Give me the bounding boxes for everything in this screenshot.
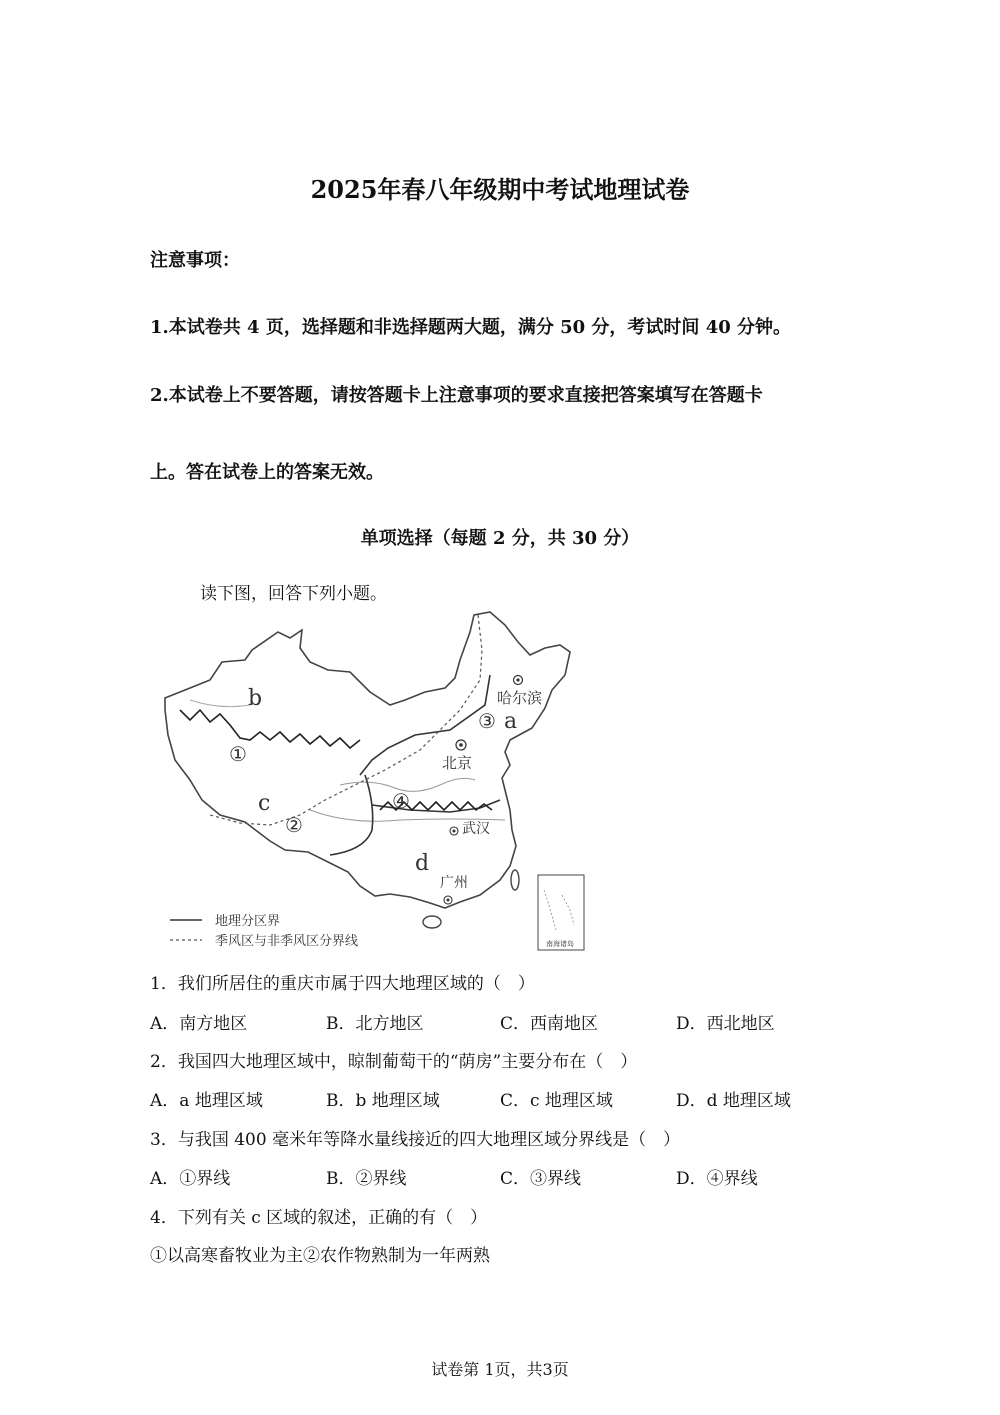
page-title: 2025年春八年级期中考试地理试卷 [310, 175, 690, 204]
question-2-stem: 2．我国四大地理区域中，晾制葡萄干的“荫房”主要分布在（ ） [150, 1052, 638, 1072]
notice-line-2a: 2.本试卷上不要答题，请按答题卡上注意事项的要求直接把答案填写在答题卡 [150, 385, 763, 406]
region-b-label: b [248, 686, 263, 711]
city-marker-guangzhou [444, 896, 452, 904]
question-3-option-b: B．②界线 [326, 1169, 407, 1189]
china-regions-map [160, 610, 590, 955]
notice-line-1: 1.本试卷共 4 页，选择题和非选择题两大题，满分 50 分，考试时间 40 分钟。 [150, 317, 792, 338]
city-beijing-label: 北京 [442, 754, 473, 772]
city-marker-harbin [514, 676, 523, 685]
question-2-option-c: C．c 地理区域 [500, 1091, 613, 1111]
question-1-option-a: A．南方地区 [150, 1014, 248, 1034]
question-3-option-d: D．④界线 [676, 1169, 758, 1189]
question-2-option-b: B．b 地理区域 [326, 1091, 440, 1111]
city-marker-beijing [456, 740, 466, 750]
region-a-label: a [504, 709, 518, 734]
region-c-label: c [258, 791, 271, 816]
inset-label: 南海诸岛 [546, 940, 574, 948]
question-2-option-a: A．a 地理区域 [150, 1091, 263, 1111]
legend-dashed-label: 季风区与非季风区分界线 [215, 934, 359, 949]
city-wuhan-label: 武汉 [462, 821, 490, 837]
question-1-stem: 1．我们所居住的重庆市属于四大地理区域的（ ） [150, 974, 535, 994]
question-1-option-b: B．北方地区 [326, 1014, 424, 1034]
monsoon-boundary-line [210, 615, 482, 825]
china-outline [165, 612, 570, 908]
question-3-option-c: C．③界线 [500, 1169, 582, 1189]
boundary-label-3: ③ [478, 709, 496, 733]
question-3-stem: 3．与我国 400 毫米年等降水量线接近的四大地理区域分界线是（ ） [150, 1130, 681, 1150]
notice-heading: 注意事项： [150, 250, 240, 271]
notice-line-2b: 上。答在试卷上的答案无效。 [150, 462, 384, 483]
question-1-option-c: C．西南地区 [500, 1014, 599, 1034]
intro-text: 读下图，回答下列小题。 [200, 584, 387, 604]
region-d-label: d [415, 851, 430, 876]
page-footer: 试卷第 1页，共3页 [431, 1360, 569, 1379]
city-guangzhou-label: 广州 [440, 875, 468, 891]
taiwan-island [511, 870, 519, 890]
question-2-option-d: D．d 地理区域 [676, 1091, 791, 1111]
boundary-label-1: ① [229, 742, 247, 766]
section-title: 单项选择（每题 2 分，共 30 分） [360, 528, 640, 549]
city-marker-wuhan [450, 827, 458, 835]
city-harbin-label: 哈尔滨 [497, 689, 543, 707]
mountain-range-1 [180, 710, 360, 748]
south-china-sea-inset [538, 875, 584, 950]
boundary-label-2: ② [285, 813, 303, 837]
boundary-label-4: ④ [392, 789, 410, 813]
question-1-option-d: D．西北地区 [676, 1014, 775, 1034]
question-4-stem: 4．下列有关 c 区域的叙述，正确的有（ ） [150, 1208, 488, 1228]
question-3-option-a: A．①界线 [150, 1169, 231, 1189]
question-4-statements: ①以高寒畜牧业为主②农作物熟制为一年两熟 [150, 1246, 490, 1266]
legend-solid-label: 地理分区界 [215, 914, 281, 929]
hainan-island [423, 916, 441, 928]
